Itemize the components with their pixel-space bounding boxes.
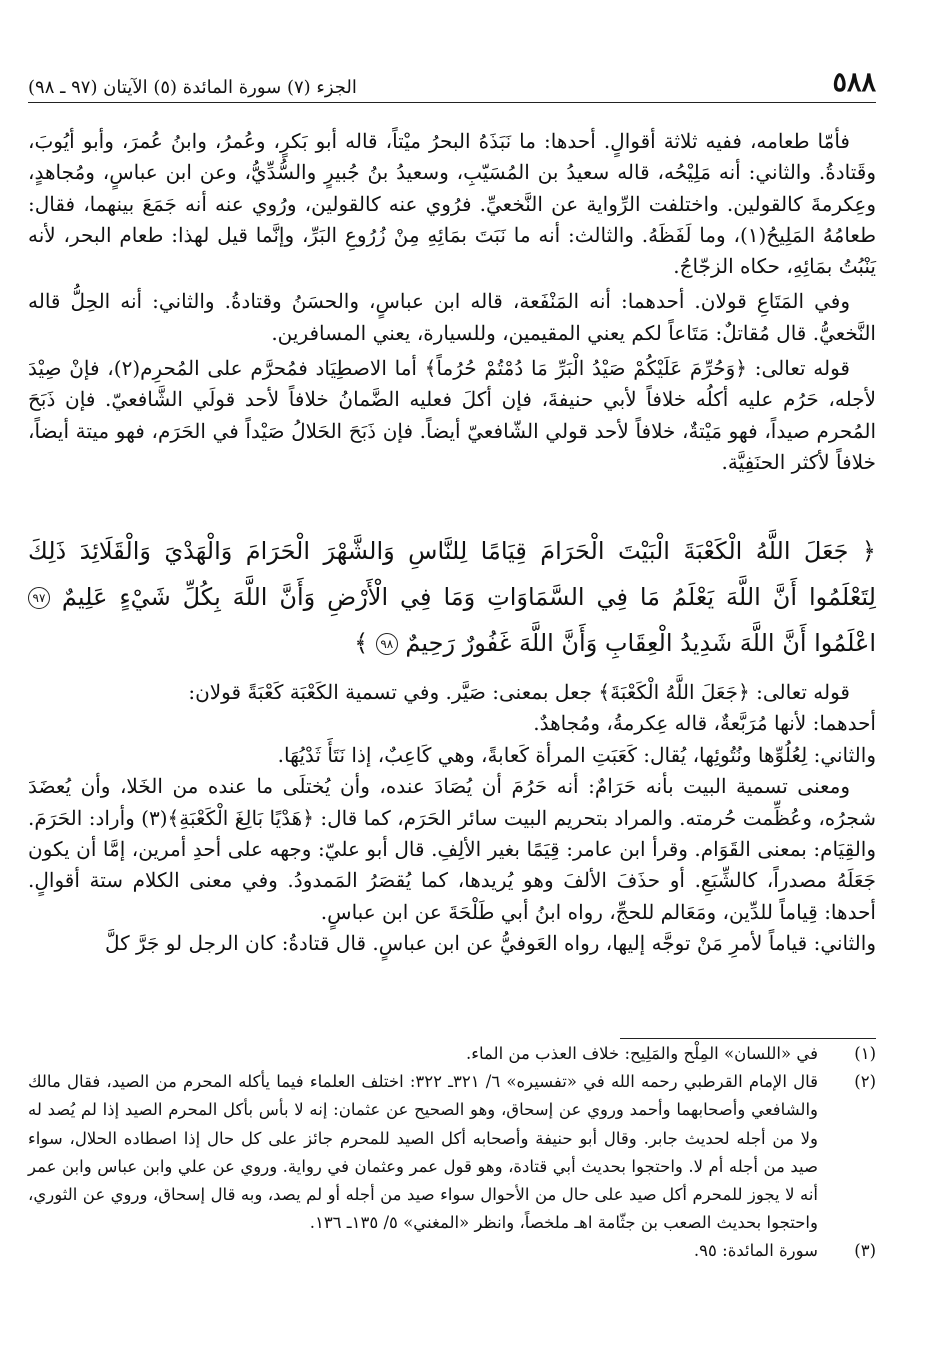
verse-close-bracket: ﴾ [354,629,369,657]
paragraph-qiyam-second: والثاني: قياماً لأمرِ مَنْ توجَّه إليها، رواه العَوفيُّ عن ابن عباسٍ. قال قتادةُ: كان الرجل لو جَرَّ كلَّ [104,931,876,956]
paragraph-provision: وفي المَتَاعِ قولان. أحدهما: أنه المَنْفَعة، قاله ابن عباسٍ، والحسَنُ وقتادةُ. والثاني: أنه الحِلُّ قاله النَّخعيُّ. قال مُقاتلٌ: مَتَاعاً لكم يعني المقيمين، وللسيارة، يعني المسافرين. [28,289,876,345]
footnote-2 [28,1068,876,1237]
quran-verse [28,528,876,666]
footnote-text: سورة المائدة: ٩٥. [693,1241,818,1261]
commentary-lower [28,677,876,960]
paragraph-food: فأمّا طعامه، ففيه ثلاثة أقوالٍ. أحدها: ما نَبَذَهُ البحرُ ميْتاً، قاله أبو بَكرٍ، وعُمرُ، وابنُ عُمرَ، وأبو أيُوبَ، وقَتادةُ. والثاني: أنه مَلِيْحُه، قاله سعيدُ بن المُسَيّبِ، وسعيدُ بنُ جُبيرٍ والسُّدِّيُّ، وعن ابن عباسٍ، ومُجاهدٍ، وعِكرمةَ كالقولين. واختلفت الرِّواية عن النَّخعيِّ. فرُوي عنه كالقولين، ورُوي عنه أنه جَمَعَ بينهما، فقال: طعامُهُ المَلِيحُ(١)، وما لَفَظَهُ. والثالث: أنه ما نَبَتَ بمَائِهِ مِنْ زُرُوعِ البَرِّ، وإنَّما قيل لهذا: طعام البحر، لأنه يَنْبُتُ بمَائِهِ، حكاه الزجّاجُ. [28,129,876,279]
verse-text-98: اعْلَمُوا أَنَّ اللَّهَ شَدِيدُ الْعِقَابِ وَأَنَّ اللَّهَ غَفُورٌ رَحِيمٌ [405,629,876,657]
ayah-marker-97: ٩٧ [28,587,50,609]
footnote-number: (١) [854,1044,876,1063]
footnote-number: (٢) [854,1072,876,1092]
paragraph-first-opinion: أحدهما: لأنها مُرَبَّعةٌ، قاله عِكرمةُ، ومُجاهدٌ. [533,711,876,736]
page-number: ٥٨٨ [832,67,876,98]
footnotes [28,1040,876,1266]
footnote-separator [620,1038,876,1039]
verse-text-97: ﴿ جَعَلَ اللَّهُ الْكَعْبَةَ الْبَيْتَ الْحَرَامَ قِيَامًا لِلنَّاسِ وَالشَّهْرَ الْحَرَامَ وَالْهَدْيَ وَالْقَلَائِدَ ذَلِكَ لِتَعْلَمُوا أَنَّ اللَّهَ يَعْلَمُ مَا فِي السَّمَاوَاتِ وَمَا فِي الْأَرْضِ وَأَنَّ اللَّهَ بِكُلِّ شَيْءٍ عَلِيمٌ [28,537,876,611]
footnote-text: في «اللسان» المِلْح والمَلِيح: خلاف العذب من الماء. [465,1044,818,1063]
paragraph-second-opinion: والثاني: لِعُلُوِّها ونُتُوئِها، يُقال: كَعَبَتِ المرأة كَعابةً، وهي كَاعِبٌ، إذا نَتَأَ ثَدْيُهَا. [277,742,876,767]
page-header [28,58,876,103]
paragraph-sanctity: ومعنى تسمية البيت بأنه حَرَامٌ: أنه حَرُمَ أن يُصَادَ عنده، وأن يُختلَى ما عنده من الخَلا، وأن يُعضَدَ شجرُه، وعُظِّمت حُرمته. والمراد بتحريم البيت سائر الحَرَم، كما قال: ﴿هَدْيًا بَالِغَ الْكَعْبَةِ﴾(٣) وأراد: الحَرَمَ. والقِيَام: بمعنى القَوَام. وقرأ ابن عامر: قِيَمًا بغير الألِفِ. قال أبو عليّ: وجهه على أحدِ أمرين، إمَّا أن يكون جَعَلَهُ مصدراً، كالشِّبَعِ. أو حذَفَ الألفَ وهو يُريدها، كما يُقصَرُ المَمدودُ. وفي معنى الكلام ستة أقوالٍ. أحدها: قِياماً للدِّين، ومَعَالم للحجِّ، رواه ابنُ أبي طَلْحَةَ عن ابن عباسٍ. [28,774,876,924]
running-head: الجزء (٧) سورة المائدة (٥) الآيتان (٩٧ ـ ٩٨) [28,77,357,98]
commentary-upper [28,126,876,478]
footnote-number: (٣) [854,1241,876,1261]
paragraph-hunting: قوله تعالى: ﴿وَحُرِّمَ عَلَيْكُمْ صَيْدُ الْبَرِّ مَا دُمْتُمْ حُرُماً﴾ أما الاصطِيَاد فمُحرَّم على المُحرِم(٢)، فإنْ صِيْدَ لأجله، حَرُم عليه أكلُه خلافاً لأبي حنيفةَ، فإن أكلَ فعليه الضَّمانُ خلافاً لأحد قولَي الشَّافعيّ. فإن ذَبَحَ المُحرم صيداً، فهو مَيْتةٌ، خلافاً لأحد قولي الشّافعيّ أيضاً. فإن ذَبَحَ الحَلالُ صَيْداً في الحَرَم، فهو ميتة أيضاً، خلافاً لأكثر الحنَفِيَّة. [28,356,876,474]
footnote-3 [28,1237,876,1265]
paragraph-kaaba-intro: قوله تعالى: ﴿جَعَلَ اللَّهُ الْكَعْبَةَ﴾ جعل بمعنى: صَيَّر. وفي تسمية الكَعْبَة كَعْبَةً قولان: [188,680,850,704]
footnote-1 [28,1040,876,1068]
footnote-text: قال الإمام القرطبي رحمه الله في «تفسيره» ٦/ ٣٢١ـ ٣٢٢: اختلف العلماء فيما يأكله المحرم من الصيد، فقال مالك والشافعي وأصحابهما وأحمد وروي عن إسحاق، وهو الصحيح عن عثمان: إنه لا بأس بأكل المحرم الصيد إذا لم يُصد له ولا من أجله لحديث جابر. وقال أبو حنيفة وأصحابه أكل الصيد للمحرم جائز على كل حال إذا اصطاده الحلال، سواء صيد من أجله أم لا. واحتجوا بحديث أبي قتادة، وهو قول عمر وعثمان في رواية. وروي عن علي وابن عباس وابن عمر أنه لا يجوز للمحرم أكل صيد على حال من الأحوال سواء صيد من أجله أو لم يصد، وبه قال إسحاق، وروي عن الثوري، واحتجوا بحديث الصعب بن جثّامة اهـ ملخصاً، وانظر «المغني» ٥/ ١٣٥ـ ١٣٦. [28,1072,818,1233]
ayah-marker-98: ٩٨ [376,633,398,655]
